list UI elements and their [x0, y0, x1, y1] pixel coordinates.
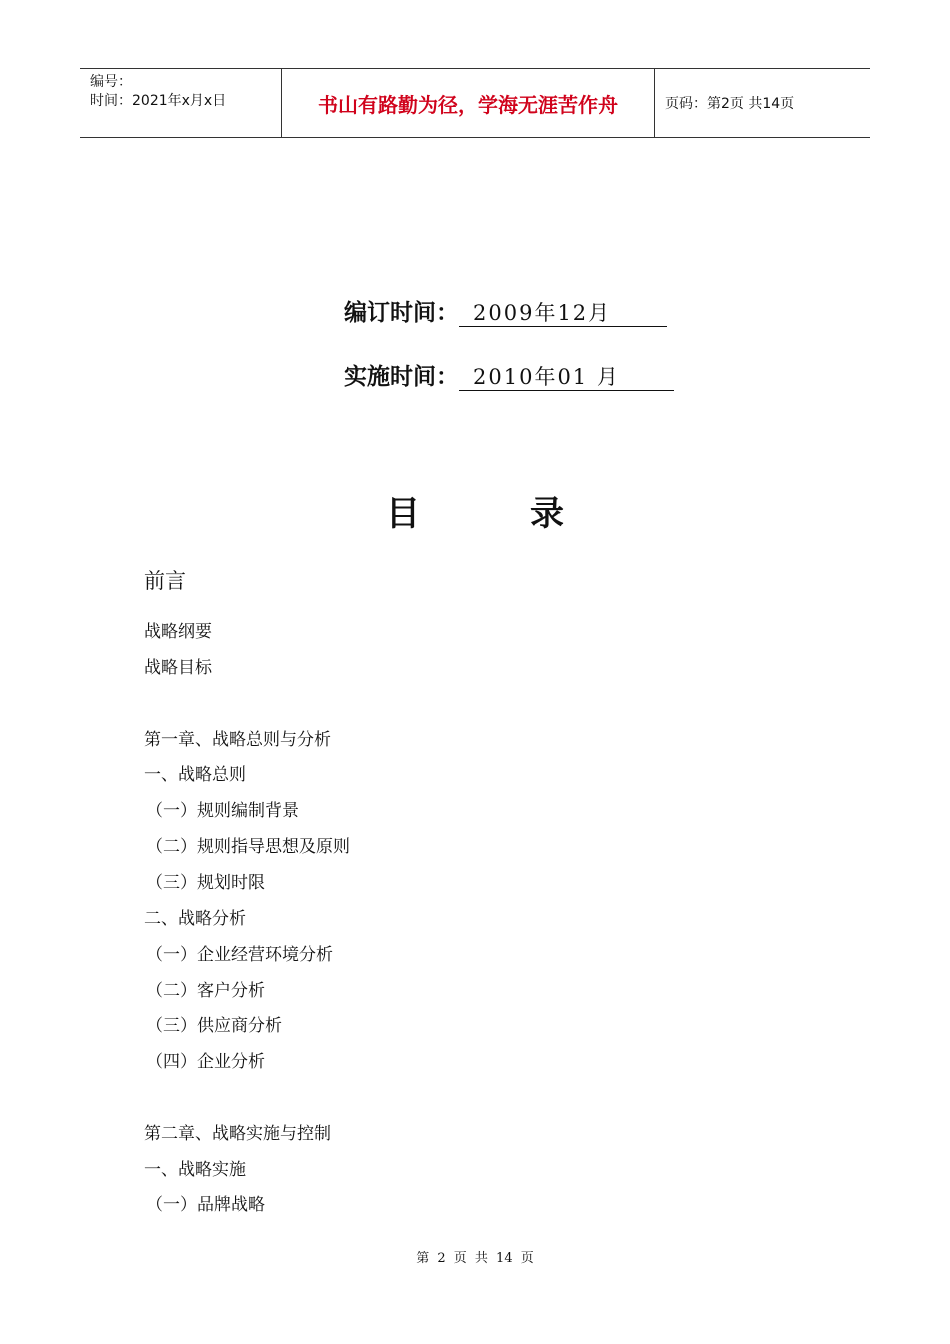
toc-item[interactable]: 战略目标	[144, 658, 212, 678]
page-footer: 第 2 页 共 14 页	[416, 1251, 534, 1266]
implement-time-value: 2010年01 月	[459, 364, 674, 391]
toc-item[interactable]: 前言	[144, 569, 186, 593]
header-left-cell	[80, 69, 282, 137]
number-label: 编号：	[90, 74, 132, 90]
toc-item[interactable]: （三）规划时限	[146, 873, 265, 893]
toc-item[interactable]: 二、战略分析	[144, 909, 246, 929]
toc-title: 目录	[386, 494, 674, 534]
implement-time-label: 实施时间：	[344, 364, 459, 390]
toc-item[interactable]: 战略纲要	[144, 622, 212, 642]
toc-item[interactable]: （一）品牌战略	[146, 1195, 265, 1215]
toc-item[interactable]: 一、战略实施	[144, 1160, 246, 1180]
toc-item[interactable]: （一）规则编制背景	[146, 801, 299, 821]
toc-item[interactable]: （三）供应商分析	[146, 1016, 282, 1036]
time-label: 时间：2021年x月x日	[90, 93, 227, 109]
compile-time-value: 2009年12月	[459, 300, 667, 327]
toc-item[interactable]: （一）企业经营环境分析	[146, 945, 333, 965]
implement-time-line	[344, 358, 674, 391]
page-header	[80, 68, 870, 138]
motto: 书山有路勤为径，学海无涯苦作舟	[282, 69, 655, 137]
compile-time-line	[344, 294, 667, 327]
toc-item[interactable]: 一、战略总则	[144, 765, 246, 785]
compile-time-label: 编订时间：	[344, 300, 459, 326]
toc-item[interactable]: （二）规则指导思想及原则	[146, 837, 350, 857]
toc-item[interactable]: （二）客户分析	[146, 981, 265, 1001]
toc-item[interactable]: 第二章、战略实施与控制	[144, 1124, 331, 1144]
toc-item[interactable]: 第一章、战略总则与分析	[144, 730, 331, 750]
page-info: 页码：第2页 共14页	[665, 96, 795, 112]
toc-item[interactable]: （四）企业分析	[146, 1052, 265, 1072]
